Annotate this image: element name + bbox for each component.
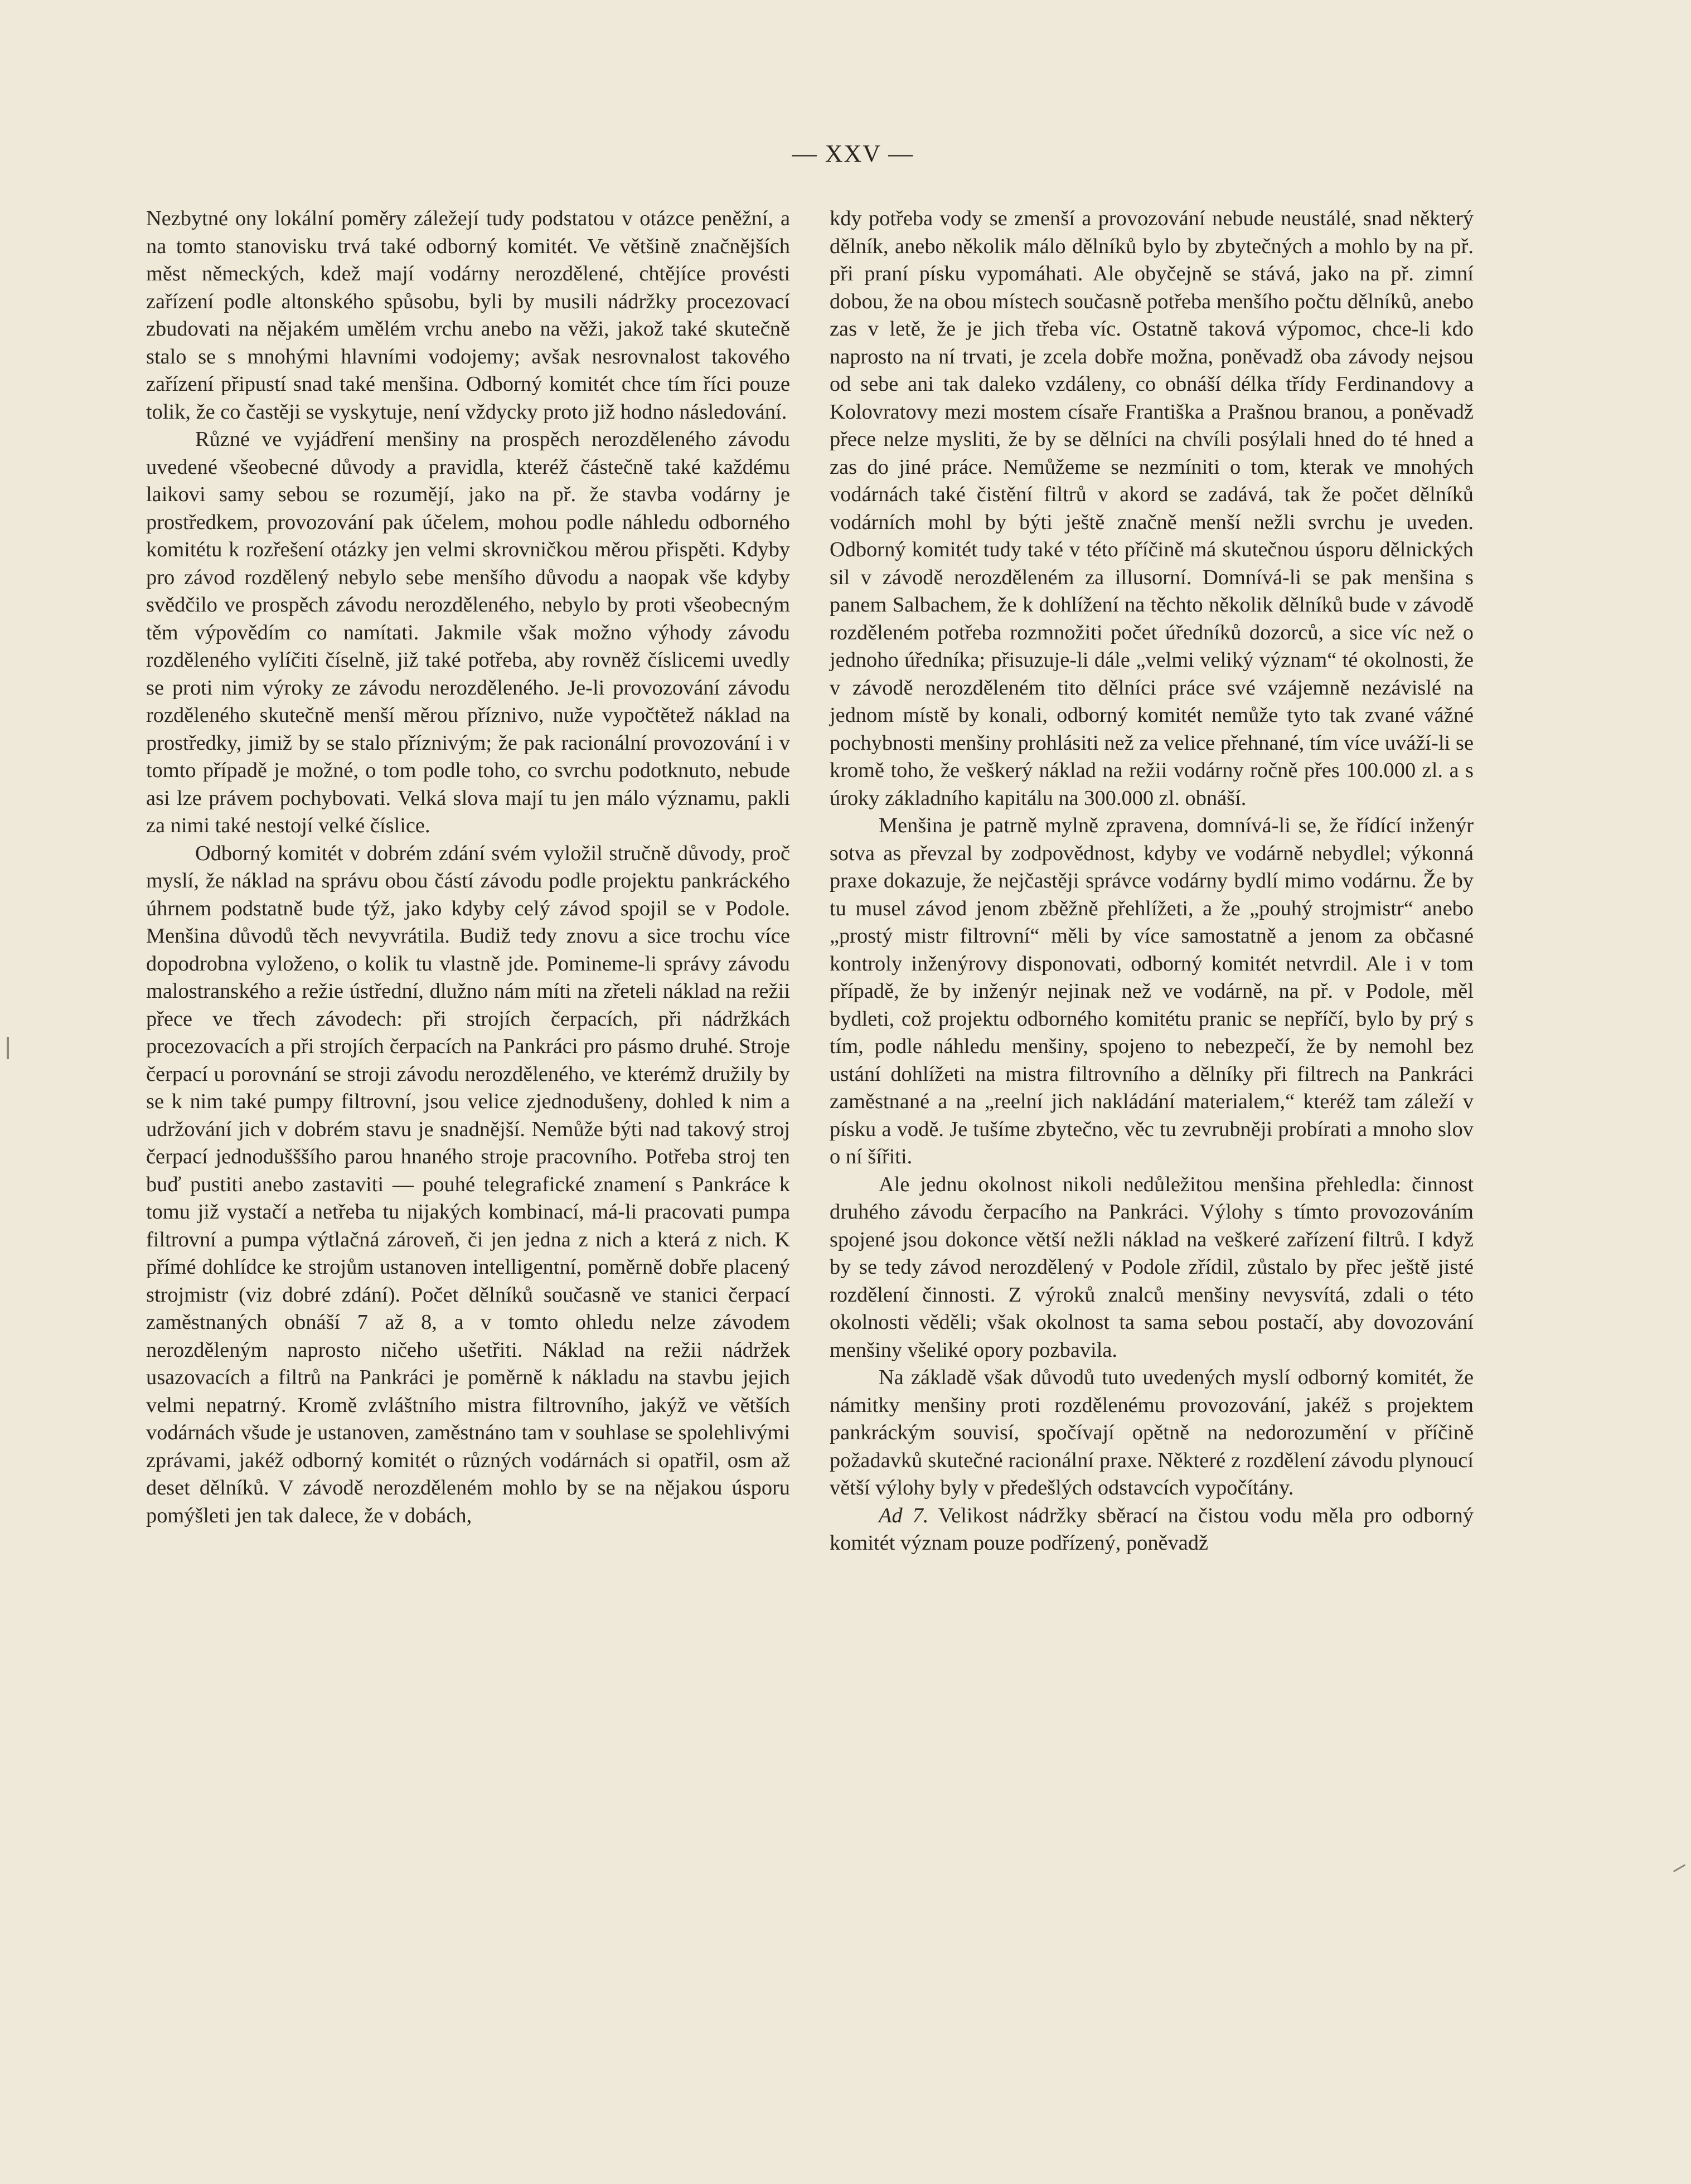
paragraph: Odborný komitét v dobrém zdání svém vyložil stručně důvody, proč myslí, že náklad na správu obou částí závodu podle projektu pankráckého úhrnem podstatně bude týž, jako kdyby celý závod spojil se v Podole. Menšina důvodů těch nevyvrátila. Budiž tedy znovu a sice trochu více dopodrobna vyloženo, o kolik tu vlastně jde. Pomineme-li správy závodu malostranského a režie ústřední, dlužno nám míti na zřeteli náklad na režii přece ve třech závodech: při strojích čerpacích, při nádržkách procezovacích a při strojích čerpacích na Pankráci pro pásmo druhé. Stroje čerpací u porovnání se stroji závodu nerozděleného, ve kterémž družily by se k nim také pumpy filtrovní, jsou velice zjednodušeny, dohled k nim a udržování jich v dobrém stavu je snadnější. Nemůže býti nad takový stroj čerpací jednodušššího parou hnaného stroje pracovního. Potřeba stroj ten buď pustiti anebo zastaviti — pouhé telegrafické znamení s Pankráce k tomu již vystačí a netřeba tu nijakých kombinací, má-li pracovati pumpa filtrovní a pumpa výtlačná zároveň, či jen jedna z nich a která z nich. K přímé dohlídce ke strojům ustanoven intelligentní, poměrně dobře placený strojmistr (viz dobré zdání). Počet dělníků současně ve stanici čerpací zaměstnaných obnáší 7 až 8, a v tomto ohledu nelze závodem nerozděleným naprosto ničeho ušetřiti. Náklad na režii nádržek usazovacích a filtrů na Pankráci je poměrně k nákladu na stavbu jejich velmi nepatrný. Kromě zvláštního mistra filtrovního, jakýž ve větších vodárnách všude je ustanoven, zaměstnáno tam v souhlase se spolehlivými zprávami, jakéž odborný komitét o různých vodárnách si opatřil, osm až deset dělníků. V závodě nerozděleném mohlo by se na nějakou úsporu pomýšleti jen tak dalece, že v dobách, (146, 841, 790, 1527)
right-column (830, 205, 1474, 1557)
paragraph: Na základě však důvodů tuto uvedených myslí odborný komitét, že námitky menšiny proti rozdělenému provozování, jakéž s projektem pankráckým souvisí, spočívají opětně na nedorozumění v příčině požadavků skutečné racionální praxe. Některé z rozdělení závodu plynoucí větší výlohy byly v předešlých odstavcích vypočítány. (830, 1366, 1474, 1499)
ad-label: Ad 7. (879, 1503, 929, 1527)
ad-paragraph (830, 1502, 1474, 1557)
ad-text: Velikost nádržky sběrací na čistou vodu měla pro odborný komitét význam pouze podřízený, poněvadž (830, 1503, 1474, 1555)
paragraph: Ale jednu okolnost nikoli nedůležitou menšina přehledla: činnost druhého závodu čerpacího na Pankráci. Výlohy s tímto provozováním spojené jsou dokonce větší nežli náklad na veškeré zařízení filtrů. I když by se tedy závod nerozdělený v Podole zřídil, zůstalo by přec ještě jisté rozdělení činnosti. Z výroků znalců menšiny nevysvítá, zdali o této okolnosti věděli; však okolnost ta sama sebou postačí, aby dovozování menšiny všeliké opory pozbavila. (830, 1172, 1474, 1362)
left-column (146, 205, 790, 1530)
page-edge-mark (1673, 1864, 1685, 1872)
paragraph: Různé ve vyjádření menšiny na prospěch nerozděleného závodu uvedené všeobecné důvody a pravidla, kteréž částečně také každému laikovi samy sebou se rozumějí, jako na př. že stavba vodárny je prostředkem, provozování pak účelem, mohou podle náhledu odborného komitétu k rozřešení otázky jen velmi skrovničkou měrou přispěti. Kdyby pro závod rozdělený nebylo sebe menšího důvodu a naopak vše kdyby svědčilo ve prospěch závodu nerozděleného, nebylo by proti všeobecným těm výpovědím co namítati. Jakmile však možno výhody závodu rozděleného vylíčiti číselně, již také potřeba, aby rovněž číslicemi uvedly se proti nim výroky ze závodu nerozděleného. Je-li provozování závodu rozděleného skutečně menší měrou příznivo, nuže vypočtětež náklad na prostředky, jimiž by se stalo příznivým; že pak racionální provozování i v tomto případě je možné, o tom podle toho, co svrchu podotknuto, nebude asi lze právem pochybovati. Velká slova mají tu jen málo významu, pakli za nimi také nestojí velké číslice. (146, 428, 790, 837)
paragraph: kdy potřeba vody se zmenší a provozování nebude neustálé, snad některý dělník, anebo několik málo dělníků bylo by zbytečných a mohlo by na př. při praní písku vypomáhati. Ale obyčejně se stává, jako na př. zimní dobou, že na obou místech současně potřeba menšího počtu dělníků, anebo zas v letě, že je jich třeba víc. Ostatně taková výpomoc, chce-li kdo naprosto na ní trvati, je zcela dobře možna, poněvadž oba závody nejsou od sebe ani tak daleko vzdáleny, co obnáší délka třídy Ferdinandovy a Kolovratovy mezi mostem císaře Františka a Prašnou branou, a poněvadž přece nelze mysliti, že by se dělníci na chvíli posýlali hned do té hned a zas do jiné práce. Nemůžeme se nezmíniti o tom, kterak ve mnohých vodárnách také čistění filtrů v akord se zadává, tak že počet dělníků vodárních mohl by býti ještě značně menší nežli svrchu je uveden. Odborný komitét tudy také v této příčině má skutečnou úsporu dělnických sil v závodě nerozděleném za illusorní. Domnívá-li se pak menšina s panem Salbachem, že k dohlížení na těchto několik dělníků bude v závodě rozděleném potřeba rozmnožiti počet úředníků dozorců, a sice víc než o jednoho úředníka; přisuzuje-li dále „velmi veliký význam“ té okolnosti, že v závodě nerozděleném tito dělníci práce své vzájemně nezávislé na jednom místě by konali, odborný komitét nemůže tyto tak zvané vážné pochybnosti menšiny prohlásiti než za velice přehnané, tím více uváží-li se kromě toho, že veškerý náklad na režii vodárny ročně přes 100.000 zl. a s úroky základního kapitálu na 300.000 zl. obnáší. (830, 207, 1474, 810)
paragraph: Nezbytné ony lokální poměry záležejí tudy podstatou v otázce peněžní, a na tomto stanovisku trvá také odborný komitét. Ve většině značnějších měst německých, kdež mají vodárny nerozdělené, chtějíce provésti zařízení podle altonského spůsobu, byli by musili nádržky procezovací zbudovati na nějakém umělém vrchu anebo na věži, jakož také skutečně stalo se s mnohými hlavními vodojemy; avšak nesrovnalost takového zařízení připustí snad také menšina. Odborný komitét chce tím říci pouze tolik, že co častěji se vyskytuje, není vždycky proto již hodno následování. (146, 207, 790, 424)
paragraph: Menšina je patrně mylně zpravena, domnívá-li se, že řídící inženýr sotva as převzal by zodpovědnost, kdyby ve vodárně nebydlel; výkonná praxe dokazuje, že nejčastěji správce vodárny bydlí mimo vodárnu. Že by tu musel závod jenom zběžně přehlížeti, a že „pouhý strojmistr“ anebo „prostý mistr filtrovní“ měli by více samostatně a jenom za občasné kontroly inženýrovy disponovati, odborný komitét netvrdil. Ale i v tom případě, že by inženýr nejinak než ve vodárně, na př. v Podole, měl bydleti, což projektu odborného komitétu pranic se nepříčí, bylo by prý s tím, podle náhledu menšiny, spojeno to nebezpečí, že by nemohl bez ustání dohlížeti na mistra filtrovního a dělníky při filtrech na Pankráci zaměstnané a na „reelní jich nakládání materialem,“ kteréž tam záleží v písku a vodě. Je tušíme zbytečno, věc tu zevrubněji probírati a mnoho slov o ní šířiti. (830, 814, 1474, 1168)
page-edge-mark (7, 1037, 9, 1059)
page-number: — XXV — (792, 140, 914, 167)
